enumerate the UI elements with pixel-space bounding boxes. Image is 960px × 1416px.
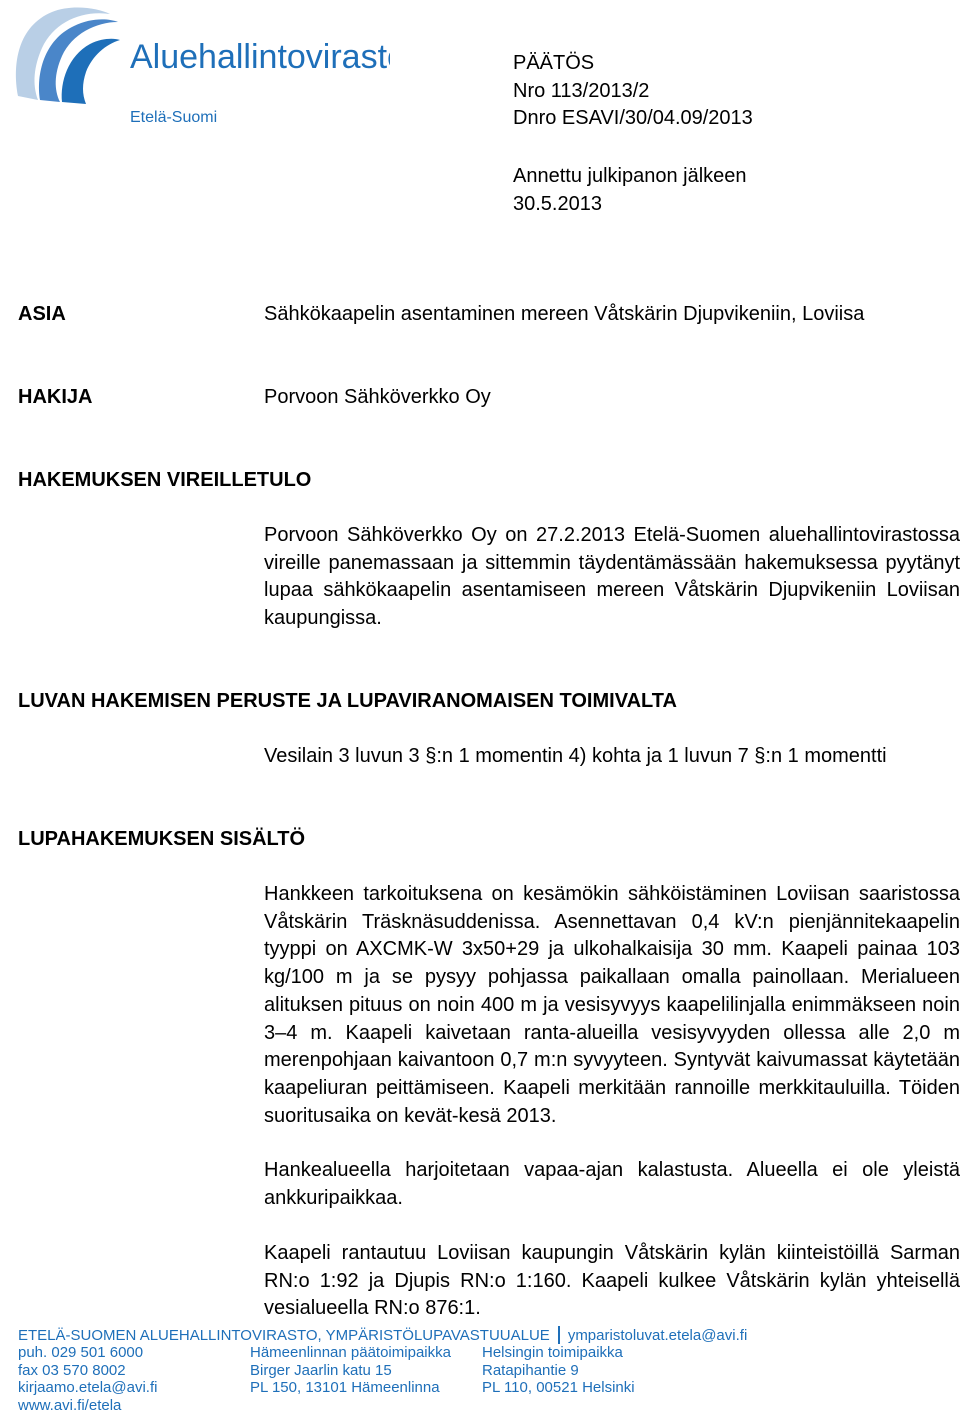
sisalto-paragraph-3: Kaapeli rantautuu Loviisan kaupungin Våtskärin kylän kiinteistöillä Sarman RN:o 1:92 ja Djupis RN:o 1:160. Kaapeli kulkee Våtskärin kylän yhteisellä vesialueella RN:o 876:1.	[264, 1242, 960, 1320]
vireilletulo-heading: HAKEMUKSEN VIREILLETULO	[18, 469, 312, 491]
document-type: PÄÄTÖS	[513, 52, 595, 74]
asia-value: Sähkökaapelin asentaminen mereen Våtskärin Djupvikeniin, Loviisa	[264, 303, 865, 325]
footer-hml-title: Hämeenlinnan päätoimipaikka	[250, 1344, 451, 1361]
sisalto-paragraph-2: Hankealueella harjoitetaan vapaa-ajan kalastusta. Alueella ei ole yleistä ankkuripaikkaa.	[264, 1159, 960, 1209]
hakija-label: HAKIJA	[18, 386, 93, 408]
footer-phone: puh. 029 501 6000	[18, 1344, 144, 1361]
footer-hki-po: PL 110, 00521 Helsinki	[482, 1379, 635, 1397]
sisalto-paragraph-1: Hankkeen tarkoituksena on kesämökin sähköistäminen Loviisan saaristossa Våtskärin Träsknäsuddenissa. Asennettavan 0,4 kV:n pienjännitekaapelin tyyppi on AXCMK-W 3x50+29 ja ulkohalkaisija 30 mm. Kaapeli painaa 103 kg/100 m ja se pysyy pohjassa paikallaan omalla painollaan. Merialueen alituksen pituus on noin 400 m ja vesisyvyys kaapelilinjalla enimmäkseen noin 3–4 m. Kaapeli kaivetaan ranta-alueilla vesisyvyyden ollessa alle 2,0 m merenpohjaan kaivantoon 0,7 m:n syvyyteen. Syntyvät kaivumassat käytetään kaapeliuran peittämiseen. Kaapeli merkitään rannoille merkkitauluilla. Töiden suoritusaika on kevät-kesä 2013.	[264, 883, 960, 1127]
issued-note: Annettu julkipanon jälkeen	[513, 165, 747, 187]
footer-email-top[interactable]: ymparistoluvat.etela@avi.fi	[567, 1327, 748, 1344]
issued-date: 30.5.2013	[513, 193, 602, 215]
sisalto-heading: LUPAHAKEMUKSEN SISÄLTÖ	[18, 828, 306, 850]
asia-label: ASIA	[18, 303, 66, 325]
footer-helsinki-column	[482, 1344, 635, 1397]
footer-fax: fax 03 570 8002	[18, 1361, 126, 1379]
agency-logo	[10, 4, 390, 108]
footer-hameenlinna-column	[250, 1344, 451, 1397]
footer-org-line	[18, 1326, 747, 1344]
footer-hml-street: Birger Jaarlin katu 15	[250, 1361, 392, 1379]
footer-registry-email[interactable]: kirjaamo.etela@avi.fi	[18, 1379, 158, 1397]
footer-hml-po: PL 150, 13101 Hämeenlinna	[250, 1379, 440, 1397]
vireilletulo-text: Porvoon Sähköverkko Oy on 27.2.2013 Etelä-Suomen aluehallintovirastossa vireille panemassaan ja sittemmin täydentämässään hakemuksessa pyytänyt lupaa sähkökaapelin asentamiseen mereen Våtskärin Djupvikeniin Loviisan kaupungissa.	[264, 524, 960, 630]
footer-hki-title: Helsingin toimipaikka	[482, 1344, 623, 1361]
footer-divider	[558, 1326, 560, 1344]
diary-number: Dnro ESAVI/30/04.09/2013	[513, 107, 753, 129]
footer-org: ETELÄ-SUOMEN ALUEHALLINTOVIRASTO, YMPÄRISTÖLUPAVASTUUALUE	[18, 1327, 550, 1344]
hakija-value: Porvoon Sähköverkko Oy	[264, 386, 491, 408]
footer-website[interactable]: www.avi.fi/etela	[18, 1396, 122, 1414]
footer-contact-column	[18, 1344, 157, 1414]
logo-emblem-icon	[10, 4, 390, 108]
logo-text: Aluehallintovirasto	[130, 38, 390, 76]
decision-number: Nro 113/2013/2	[513, 80, 650, 102]
peruste-heading: LUVAN HAKEMISEN PERUSTE JA LUPAVIRANOMAISEN TOIMIVALTA	[18, 690, 677, 712]
peruste-text: Vesilain 3 luvun 3 §:n 1 momentin 4) kohta ja 1 luvun 7 §:n 1 momentti	[264, 745, 887, 767]
region-label: Etelä-Suomi	[130, 109, 218, 126]
footer-hki-street: Ratapihantie 9	[482, 1361, 579, 1379]
